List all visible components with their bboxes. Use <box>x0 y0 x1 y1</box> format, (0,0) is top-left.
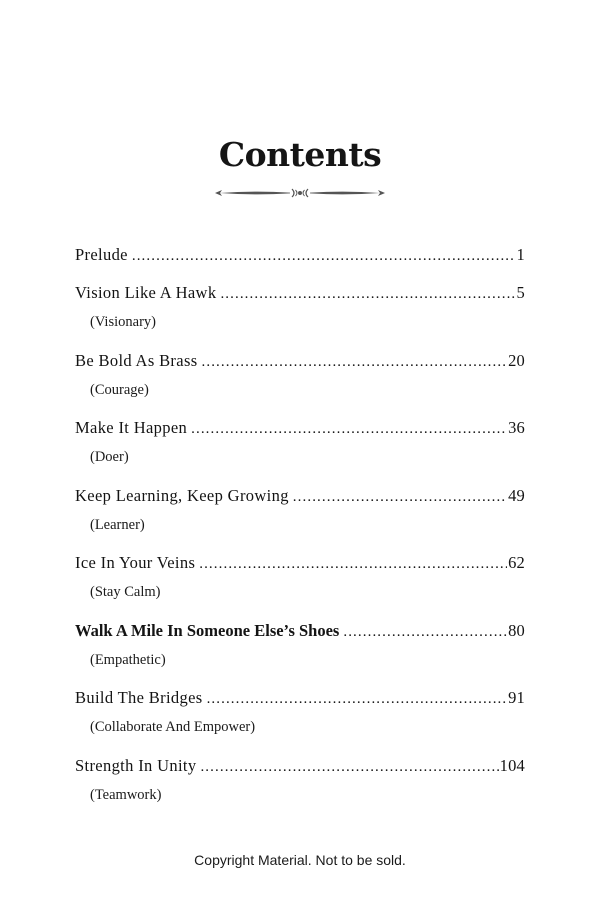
toc-chapter-title: Be Bold As Brass <box>75 350 198 370</box>
toc-entry-ice-in-your-veins[interactable] <box>75 548 525 616</box>
toc-chapter-subtitle: (Collaborate And Empower) <box>90 719 256 735</box>
toc-chapter-title: Walk A Mile In Someone Else’s Shoes <box>75 620 340 640</box>
toc-entry-strength-in-unity[interactable] <box>75 751 525 819</box>
dot-leader <box>132 241 516 271</box>
toc-chapter-title: Keep Learning, Keep Growing <box>75 485 289 505</box>
toc-chapter-subtitle: (Stay Calm) <box>90 584 161 600</box>
toc-chapter-subtitle: (Teamwork) <box>90 786 162 803</box>
toc-page-number: 91 <box>508 688 525 707</box>
toc-chapter-title: Prelude <box>75 245 128 264</box>
page-title: Contents <box>218 135 382 174</box>
dot-leader <box>207 684 508 714</box>
toc-page-number: 36 <box>508 418 525 437</box>
toc-page-number: 20 <box>508 350 525 370</box>
flourish-divider-icon <box>214 184 386 202</box>
toc-page-number: 62 <box>508 553 525 572</box>
table-of-contents <box>75 240 525 818</box>
toc-chapter-subtitle: (Empathetic) <box>90 651 166 668</box>
dot-leader <box>191 414 507 444</box>
copyright-footer: Copyright Material. Not to be sold. <box>194 852 406 868</box>
dot-leader <box>200 752 498 782</box>
dot-leader <box>293 482 507 512</box>
toc-chapter-title: Vision Like A Hawk <box>75 283 217 302</box>
toc-page-number: 49 <box>508 485 525 505</box>
toc-entry-make-it-happen[interactable] <box>75 413 525 481</box>
toc-page-number: 104 <box>499 755 525 775</box>
toc-page-number: 1 <box>516 245 525 264</box>
toc-entry-walk-a-mile[interactable] <box>75 616 525 684</box>
dot-leader <box>343 617 507 647</box>
toc-entry-build-the-bridges[interactable] <box>75 683 525 751</box>
toc-chapter-subtitle: (Courage) <box>90 381 149 398</box>
toc-chapter-subtitle: (Learner) <box>90 516 145 533</box>
dot-leader <box>220 279 515 309</box>
toc-entry-be-bold-as-brass[interactable] <box>75 346 525 414</box>
toc-entry-prelude[interactable] <box>75 240 525 278</box>
toc-chapter-title: Make It Happen <box>75 418 188 437</box>
toc-chapter-title: Strength In Unity <box>75 755 197 775</box>
toc-chapter-title: Ice In Your Veins <box>75 553 196 572</box>
toc-page-number: 80 <box>508 620 525 640</box>
dot-leader <box>199 549 507 579</box>
toc-entry-keep-learning[interactable] <box>75 481 525 549</box>
toc-entry-vision-like-a-hawk[interactable] <box>75 278 525 346</box>
toc-chapter-subtitle: (Doer) <box>90 449 129 465</box>
toc-page-number: 5 <box>516 283 525 302</box>
toc-chapter-title: Build The Bridges <box>75 688 203 707</box>
dot-leader <box>202 347 508 377</box>
toc-chapter-subtitle: (Visionary) <box>90 314 156 330</box>
